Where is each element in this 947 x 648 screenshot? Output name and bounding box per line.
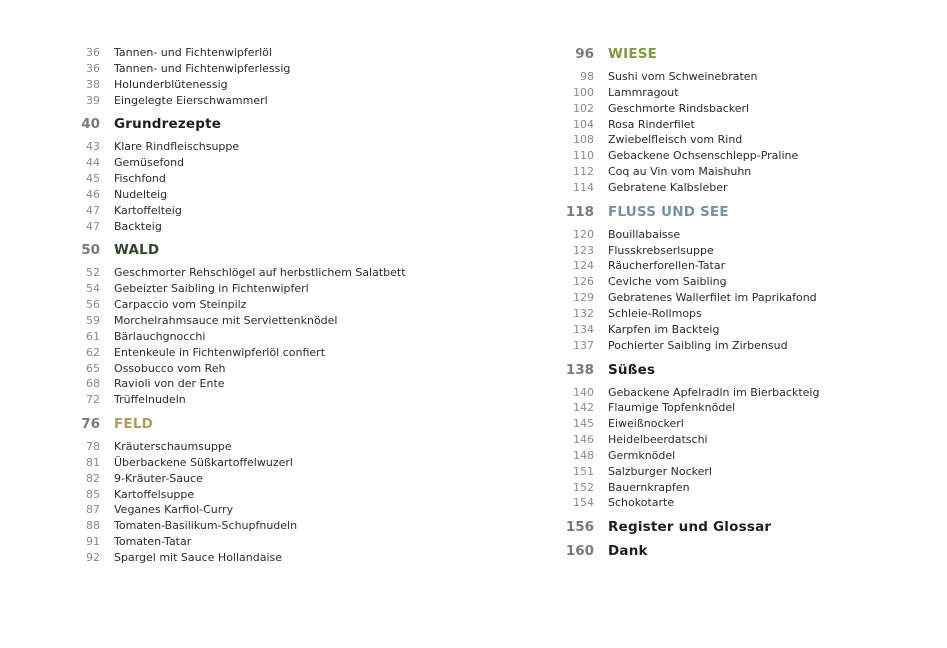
entry-page-number: 85 <box>86 487 100 501</box>
toc-right-column <box>556 46 886 567</box>
entry-page-number: 152 <box>573 480 594 494</box>
entry-title: Eiweißnockerl <box>608 417 684 431</box>
entry-title: Gebackene Apfelradln im Bierbackteig <box>608 385 820 399</box>
entry-page-number: 134 <box>573 322 594 336</box>
entry-title: Tomaten-Tatar <box>114 535 192 549</box>
entry-title: Nudelteig <box>114 187 168 201</box>
entry-page-number: 124 <box>573 259 594 273</box>
entry-page-number: 52 <box>86 266 100 280</box>
section-page-number: 160 <box>565 543 594 560</box>
entry-page-number: 59 <box>86 313 100 327</box>
entry-page-number: 100 <box>573 85 594 99</box>
toc-entry <box>62 204 462 220</box>
entry-page-number: 123 <box>573 243 594 257</box>
section-title: Grundrezepte <box>114 116 222 133</box>
toc-entry <box>62 78 462 94</box>
entry-title: Gebeizter Saibling in Fichtenwipferl <box>114 282 309 296</box>
entry-title: Tannen- und Fichtenwipferlessig <box>114 61 291 75</box>
toc-entry <box>62 362 462 378</box>
section-title: FELD <box>114 416 154 433</box>
entry-title: Rosa Rinderfilet <box>608 117 695 131</box>
toc-entry <box>62 140 462 156</box>
entry-page-number: 88 <box>86 519 100 533</box>
section-title: WALD <box>114 242 160 259</box>
entry-title: Germknödel <box>608 448 676 462</box>
toc-entry <box>62 298 462 314</box>
entry-page-number: 92 <box>86 550 100 564</box>
entry-title: Gebratenes Wallerfilet im Paprikafond <box>608 291 817 305</box>
entry-title: Morchelrahmsauce mit Serviettenknödel <box>114 313 338 327</box>
toc-entry <box>62 62 462 78</box>
toc-entry <box>62 535 462 551</box>
entry-page-number: 81 <box>86 455 100 469</box>
entry-title: 9-Kräuter-Sauce <box>114 471 203 485</box>
entry-page-number: 43 <box>86 140 100 154</box>
toc-entry <box>62 551 462 567</box>
toc-entry <box>62 440 462 456</box>
toc-entry <box>62 46 462 62</box>
toc-entry <box>556 307 886 323</box>
entry-page-number: 98 <box>580 70 594 83</box>
entry-title: Geschmorter Rehschlögel auf herbstlichem Salatbett <box>114 266 406 280</box>
entry-page-number: 154 <box>573 496 594 510</box>
section-page-number: 40 <box>81 116 100 133</box>
section-page-number: 50 <box>81 242 100 259</box>
entry-title: Bouillabaisse <box>608 227 681 241</box>
section-title: Dank <box>608 543 648 560</box>
entry-page-number: 126 <box>573 275 594 289</box>
section-page-number: 138 <box>565 361 594 378</box>
entry-page-number: 65 <box>86 361 100 375</box>
entry-title: Ravioli von der Ente <box>114 377 225 391</box>
entry-page-number: 148 <box>573 448 594 462</box>
toc-entry <box>62 330 462 346</box>
entry-title: Schleie-Rollmops <box>608 306 702 320</box>
toc-entry <box>62 346 462 362</box>
toc-entry <box>556 86 886 102</box>
entry-title: Gebackene Ochsenschlepp-Praline <box>608 149 799 163</box>
entry-page-number: 68 <box>86 377 100 391</box>
entry-title: Eingelegte Eierschwammerl <box>114 93 268 107</box>
entry-title: Flusskrebserlsuppe <box>608 243 714 257</box>
entry-title: Lammragout <box>608 85 679 99</box>
entry-title: Kartoffelteig <box>114 203 182 217</box>
toc-entry <box>556 401 886 417</box>
toc-entry <box>556 481 886 497</box>
entry-page-number: 112 <box>573 165 594 179</box>
entry-title: Fischfond <box>114 172 166 186</box>
entry-title: Trüffelnudeln <box>114 393 186 407</box>
section-title: Register und Glossar <box>608 519 772 536</box>
toc-entry <box>556 465 886 481</box>
toc-entry <box>62 519 462 535</box>
entry-title: Klare Rindfleischsuppe <box>114 140 240 154</box>
section-page-number: 76 <box>81 416 100 433</box>
entry-title: Gemüsefond <box>114 156 185 170</box>
entry-page-number: 45 <box>86 172 100 186</box>
toc-section-heading <box>556 46 886 68</box>
toc-entry <box>62 393 462 409</box>
toc-entry <box>556 417 886 433</box>
toc-entry <box>62 188 462 204</box>
toc-entry <box>556 102 886 118</box>
entry-title: Entenkeule in Fichtenwipferlöl confiert <box>114 345 326 359</box>
section-page-number: 96 <box>575 46 594 62</box>
entry-title: Pochierter Saibling im Zirbensud <box>608 338 788 352</box>
entry-page-number: 91 <box>86 535 100 549</box>
toc-entry <box>62 377 462 393</box>
toc-entry <box>62 282 462 298</box>
entry-title: Holunderblütenessig <box>114 77 228 91</box>
toc-entry <box>62 456 462 472</box>
section-page-number: 118 <box>565 203 594 220</box>
entry-page-number: 120 <box>573 227 594 241</box>
entry-title: Sushi vom Schweinebraten <box>608 70 758 83</box>
toc-entry <box>556 228 886 244</box>
entry-title: Tomaten-Basilikum-Schupfnudeln <box>114 519 298 533</box>
entry-page-number: 44 <box>86 156 100 170</box>
section-title: WIESE <box>608 46 658 62</box>
entry-title: Flaumige Topfenknödel <box>608 401 736 415</box>
toc-entry <box>556 291 886 307</box>
toc-entry <box>62 172 462 188</box>
toc-entry <box>556 118 886 134</box>
toc-entry <box>556 165 886 181</box>
toc-section-heading <box>62 242 462 264</box>
toc-entry <box>556 386 886 402</box>
entry-page-number: 54 <box>86 282 100 296</box>
toc-entry <box>556 70 886 86</box>
toc-entry <box>556 149 886 165</box>
entry-page-number: 61 <box>86 329 100 343</box>
entry-page-number: 47 <box>86 203 100 217</box>
entry-title: Zwiebelfleisch vom Rind <box>608 133 743 147</box>
entry-page-number: 132 <box>573 306 594 320</box>
entry-page-number: 140 <box>573 385 594 399</box>
entry-title: Salzburger Nockerl <box>608 464 712 478</box>
toc-section-heading <box>556 543 886 565</box>
entry-title: Coq au Vin vom Maishuhn <box>608 165 752 179</box>
entry-page-number: 82 <box>86 471 100 485</box>
toc-entry <box>62 488 462 504</box>
toc-entry <box>62 503 462 519</box>
toc-entry <box>62 314 462 330</box>
toc-section-heading <box>62 416 462 438</box>
toc-entry <box>556 244 886 260</box>
toc-entry <box>62 266 462 282</box>
toc-entry <box>556 323 886 339</box>
entry-title: Geschmorte Rindsbackerl <box>608 101 750 115</box>
toc-section-heading <box>62 116 462 138</box>
section-title: Süßes <box>608 361 656 378</box>
entry-page-number: 102 <box>573 101 594 115</box>
entry-title: Backteig <box>114 219 162 233</box>
entry-page-number: 36 <box>86 46 100 59</box>
entry-page-number: 56 <box>86 298 100 312</box>
toc-entry <box>556 181 886 197</box>
entry-page-number: 104 <box>573 117 594 131</box>
entry-page-number: 142 <box>573 401 594 415</box>
entry-page-number: 87 <box>86 503 100 517</box>
toc-section-heading <box>556 362 886 384</box>
entry-title: Überbackene Süßkartoffelwuzerl <box>114 455 293 469</box>
entry-title: Ossobucco vom Reh <box>114 361 226 375</box>
toc-entry <box>62 472 462 488</box>
entry-page-number: 46 <box>86 187 100 201</box>
toc-entry <box>556 339 886 355</box>
toc-entry <box>556 496 886 512</box>
entry-title: Ceviche vom Saibling <box>608 275 727 289</box>
toc-entry <box>62 94 462 110</box>
toc-entry <box>62 220 462 236</box>
entry-title: Heidelbeerdatschi <box>608 433 708 447</box>
entry-page-number: 47 <box>86 219 100 233</box>
toc-entry <box>556 449 886 465</box>
section-title: FLUSS UND SEE <box>608 203 729 220</box>
toc-left-column <box>62 46 462 567</box>
entry-page-number: 108 <box>573 133 594 147</box>
entry-title: Bauernkrapfen <box>608 480 690 494</box>
entry-page-number: 146 <box>573 433 594 447</box>
entry-page-number: 39 <box>86 93 100 107</box>
entry-title: Kartoffelsuppe <box>114 487 195 501</box>
entry-title: Kräuterschaumsuppe <box>114 440 232 454</box>
entry-page-number: 151 <box>573 464 594 478</box>
toc-entry <box>556 275 886 291</box>
entry-title: Schokotarte <box>608 496 675 510</box>
entry-page-number: 62 <box>86 345 100 359</box>
entry-title: Veganes Karfiol-Curry <box>114 503 234 517</box>
entry-page-number: 145 <box>573 417 594 431</box>
toc-entry <box>556 433 886 449</box>
entry-title: Carpaccio vom Steinpilz <box>114 298 247 312</box>
entry-page-number: 78 <box>86 440 100 454</box>
toc-entry <box>556 259 886 275</box>
toc-entry <box>556 133 886 149</box>
entry-page-number: 114 <box>573 180 594 194</box>
entry-page-number: 38 <box>86 77 100 91</box>
section-page-number: 156 <box>565 519 594 536</box>
entry-page-number: 129 <box>573 291 594 305</box>
entry-page-number: 110 <box>573 149 594 163</box>
entry-title: Gebratene Kalbsleber <box>608 180 728 194</box>
entry-title: Karpfen im Backteig <box>608 322 720 336</box>
toc-section-heading <box>556 519 886 541</box>
entry-page-number: 72 <box>86 393 100 407</box>
toc-section-heading <box>556 204 886 226</box>
entry-page-number: 36 <box>86 61 100 75</box>
entry-title: Tannen- und Fichtenwipferlöl <box>114 46 272 59</box>
entry-title: Spargel mit Sauce Hollandaise <box>114 550 283 564</box>
entry-title: Räucherforellen-Tatar <box>608 259 726 273</box>
entry-page-number: 137 <box>573 338 594 352</box>
entry-title: Bärlauchgnocchi <box>114 329 206 343</box>
toc-entry <box>62 156 462 172</box>
